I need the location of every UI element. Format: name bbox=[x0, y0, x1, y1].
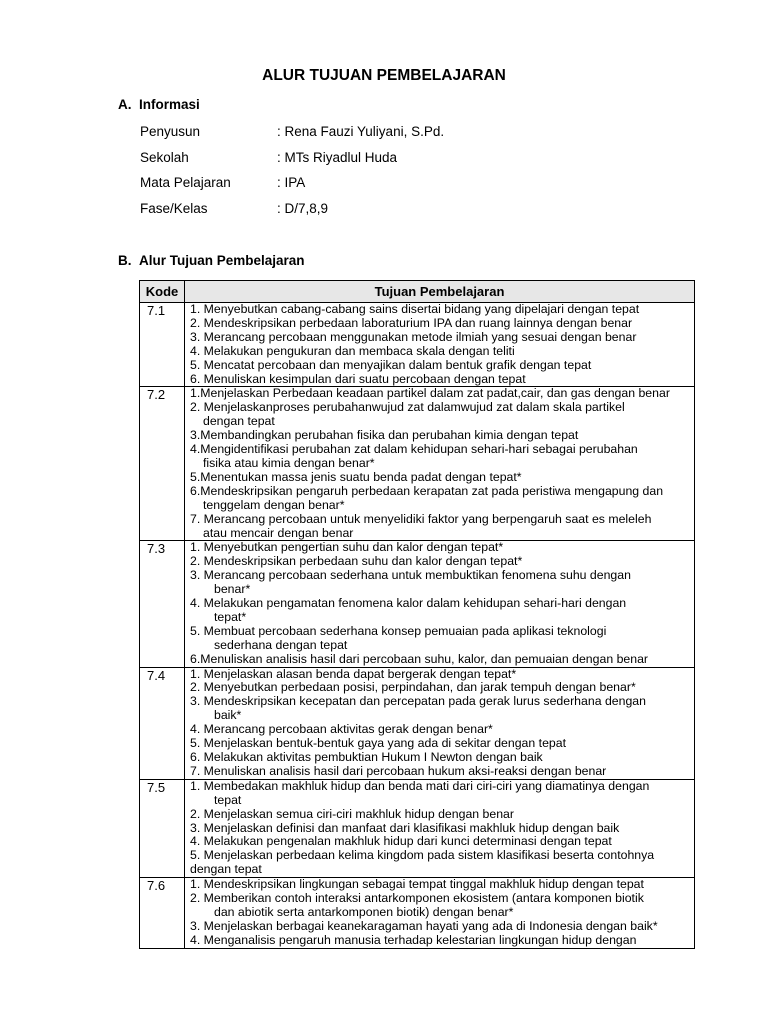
info-label: Mata Pelajaran bbox=[140, 175, 231, 190]
objective-item bbox=[190, 345, 692, 359]
objective-line: 5. Mencatat percobaan dan menyajikan dalam bentuk grafik dengan tepat bbox=[190, 357, 592, 372]
row-objectives bbox=[185, 387, 695, 541]
objective-line: 7. Merancang percobaan untuk menyelidiki faktor yang berpengaruh saat es meleleh bbox=[190, 511, 652, 526]
objective-item bbox=[190, 331, 692, 345]
objective-item bbox=[190, 835, 692, 849]
row-kode: 7.1 bbox=[140, 303, 185, 387]
objective-line: 2. Menjelaskanproses perubahanwujud zat dalamwujud zat dalam skala partikel bbox=[190, 400, 625, 415]
info-value: : IPA bbox=[277, 175, 306, 190]
row-objectives bbox=[185, 303, 695, 387]
objective-line: 2. Memberikan contoh interaksi antarkomponen ekosistem (antara komponen biotik bbox=[190, 891, 644, 906]
objective-item bbox=[190, 317, 692, 331]
objective-continuation: baik* bbox=[214, 708, 242, 723]
table-row bbox=[140, 878, 695, 949]
section-b-title: Alur Tujuan Pembelajaran bbox=[139, 253, 305, 268]
objective-continuation: tepat* bbox=[214, 609, 247, 624]
objective-item bbox=[190, 934, 692, 948]
objective-continuation: dan abiotik serta antarkomponen biotik) dengan benar* bbox=[214, 904, 514, 919]
objective-item bbox=[190, 681, 692, 695]
row-kode: 7.2 bbox=[140, 387, 185, 541]
objective-continuation: fisika atau kimia dengan benar* bbox=[203, 455, 375, 470]
objective-item bbox=[190, 359, 692, 373]
objective-line: 6. Melakukan aktivitas pembuktian Hukum I Newton dengan baik bbox=[190, 750, 543, 764]
info-label: Penyusun bbox=[140, 124, 201, 139]
objective-line: 1. Menjelaskan alasan benda dapat bergerak dengan tepat* bbox=[190, 666, 517, 681]
row-kode: 7.5 bbox=[140, 779, 185, 877]
objective-line: 4. Merancang percobaan aktivitas gerak dengan benar* bbox=[190, 722, 493, 737]
row-kode: 7.6 bbox=[140, 878, 185, 949]
objective-line: 3. Merancang percobaan sederhana untuk membuktikan fenomena suhu dengan bbox=[190, 568, 631, 583]
info-row-mata-pelajaran bbox=[140, 175, 305, 190]
objective-item bbox=[190, 443, 692, 471]
objective-item bbox=[190, 429, 692, 443]
objective-item bbox=[190, 668, 692, 682]
row-kode: 7.4 bbox=[140, 667, 185, 779]
header-kode: Kode bbox=[140, 281, 185, 303]
info-value: : Rena Fauzi Yuliyani, S.Pd. bbox=[277, 124, 445, 139]
table-row bbox=[140, 303, 695, 387]
objective-item bbox=[190, 373, 692, 387]
objective-item bbox=[190, 569, 692, 597]
learning-objectives-table bbox=[139, 280, 695, 949]
objective-continuation: sederhana dengan tepat bbox=[214, 637, 348, 652]
table-row bbox=[140, 779, 695, 877]
objective-line: 5.Menentukan massa jenis suatu benda padat dengan tepat* bbox=[190, 469, 522, 484]
objective-item bbox=[190, 485, 692, 513]
objective-line: 1. Mendeskripsikan lingkungan sebagai tempat tinggal makhluk hidup dengan tepat bbox=[190, 877, 644, 892]
objective-line: 4. Menganalisis pengaruh manusia terhadap kelestarian lingkungan hidup dengan bbox=[190, 932, 637, 947]
objective-continuation: atau mencair dengan benar bbox=[203, 525, 354, 540]
objective-line: 3. Menjelaskan berbagai keanekaragaman hayati yang ada di Indonesia dengan baik* bbox=[190, 918, 658, 933]
table-row bbox=[140, 541, 695, 667]
objective-item bbox=[190, 625, 692, 653]
info-value: : D/7,8,9 bbox=[277, 201, 329, 216]
objective-line: 2. Mendeskripsikan perbedaan suhu dan kalor dengan tepat* bbox=[190, 554, 523, 569]
row-objectives bbox=[185, 541, 695, 667]
row-kode: 7.3 bbox=[140, 541, 185, 667]
objective-item bbox=[190, 555, 692, 569]
objective-line: 1. Membedakan makhluk hidup dan benda mati dari ciri-ciri yang diamatinya dengan bbox=[190, 778, 650, 793]
objective-item bbox=[190, 653, 692, 667]
objective-line: 5. Menjelaskan bentuk-bentuk gaya yang ada di sekitar dengan tepat bbox=[190, 736, 566, 751]
objective-line: 3. Menjelaskan definisi dan manfaat dari klasifikasi makhluk hidup dengan baik bbox=[190, 820, 620, 835]
objective-item bbox=[190, 822, 692, 836]
objective-item bbox=[190, 541, 692, 555]
info-label: Fase/Kelas bbox=[140, 201, 208, 216]
objective-line: 1. Menyebutkan pengertian suhu dan kalor dengan tepat* bbox=[190, 540, 504, 555]
objective-item bbox=[190, 737, 692, 751]
objective-item bbox=[190, 920, 692, 934]
objective-line: 3. Mendeskripsikan kecepatan dan percepatan pada gerak lurus sederhana dengan bbox=[190, 694, 646, 709]
info-row-sekolah bbox=[140, 150, 397, 165]
objective-line: 4. Melakukan pengenalan makhluk hidup dari kunci determinasi dengan tepat bbox=[190, 834, 612, 849]
objective-line: 4. Melakukan pengamatan fenomena kalor dalam kehidupan sehari-hari dengan bbox=[190, 596, 627, 611]
objective-continuation: tepat bbox=[214, 792, 242, 807]
objective-item bbox=[190, 513, 692, 541]
objective-line: 4.Mengidentifikasi perubahan zat dalam kehidupan sehari-hari sebagai perubahan bbox=[190, 442, 638, 457]
info-value: : MTs Riyadlul Huda bbox=[277, 150, 398, 165]
row-objectives bbox=[185, 878, 695, 949]
objective-item bbox=[190, 863, 692, 877]
objective-item bbox=[190, 892, 692, 920]
objective-line: 6. Menuliskan kesimpulan dari suatu percobaan dengan tepat bbox=[190, 371, 526, 386]
objective-line: 2. Mendeskripsikan perbedaan laboraturium IPA dan ruang lainnya dengan benar bbox=[190, 315, 633, 330]
objective-continuation: tenggelam dengan benar* bbox=[203, 497, 345, 512]
objective-line: 2. Menjelaskan semua ciri-ciri makhluk hidup dengan benar bbox=[190, 806, 514, 821]
objective-item bbox=[190, 401, 692, 429]
objective-line: 3. Merancang percobaan menggunakan metode ilmiah yang sesuai dengan benar bbox=[190, 329, 637, 344]
objective-item bbox=[190, 765, 692, 779]
table-body bbox=[140, 303, 695, 949]
section-b-letter: B. bbox=[118, 253, 132, 268]
info-label: Sekolah bbox=[140, 150, 189, 165]
objective-line: 6.Menuliskan analisis hasil dari percobaan suhu, kalor, dan pemuaian dengan benar bbox=[190, 651, 649, 666]
section-b-heading bbox=[118, 253, 305, 268]
info-row-penyusun bbox=[140, 124, 444, 139]
objective-continuation: dengan tepat bbox=[203, 414, 275, 429]
page-title: ALUR TUJUAN PEMBELAJARAN bbox=[262, 67, 506, 84]
objective-item bbox=[190, 303, 692, 317]
objective-item bbox=[190, 878, 692, 892]
section-a-title: Informasi bbox=[139, 97, 200, 112]
objective-item bbox=[190, 780, 692, 808]
objective-line: 2. Menyebutkan perbedaan posisi, perpindahan, dan jarak tempuh dengan benar* bbox=[190, 680, 636, 695]
objective-line: 1. Menyebutkan cabang-cabang sains disertai bidang yang dipelajari dengan tepat bbox=[190, 302, 640, 316]
table-header-row bbox=[140, 281, 695, 303]
row-objectives bbox=[185, 667, 695, 779]
objective-continuation: benar* bbox=[214, 582, 251, 597]
objective-line: 1.Menjelaskan Perbedaan keadaan partikel dalam zat padat,cair, dan gas dengan benar bbox=[190, 386, 670, 401]
objective-item bbox=[190, 751, 692, 765]
objective-line: 5. Membuat percobaan sederhana konsep pemuaian pada aplikasi teknologi bbox=[190, 623, 607, 638]
objective-item bbox=[190, 471, 692, 485]
objective-item bbox=[190, 849, 692, 863]
section-a-heading bbox=[118, 97, 200, 112]
row-objectives bbox=[185, 779, 695, 877]
objective-item bbox=[190, 808, 692, 822]
objective-item bbox=[190, 723, 692, 737]
objective-line: 3.Membandingkan perubahan fisika dan perubahan kimia dengan tepat bbox=[190, 428, 579, 443]
objective-line: 7. Menuliskan analisis hasil dari percobaan hukum aksi-reaksi dengan benar bbox=[190, 763, 607, 778]
objective-line: dengan tepat bbox=[190, 862, 262, 877]
objective-item bbox=[190, 387, 692, 401]
info-row-fase-kelas bbox=[140, 201, 328, 216]
section-a-letter: A. bbox=[118, 97, 132, 112]
table-row bbox=[140, 667, 695, 779]
table-row bbox=[140, 387, 695, 541]
objective-item bbox=[190, 597, 692, 625]
objective-line: 4. Melakukan pengukuran dan membaca skala dengan teliti bbox=[190, 343, 515, 358]
objective-item bbox=[190, 695, 692, 723]
objective-line: 6.Mendeskripsikan pengaruh perbedaan kerapatan zat pada peristiwa mengapung dan bbox=[190, 483, 664, 498]
objective-line: 5. Menjelaskan perbedaan kelima kingdom pada sistem klasifikasi beserta contohnya bbox=[190, 848, 655, 863]
header-tujuan: Tujuan Pembelajaran bbox=[185, 281, 695, 303]
